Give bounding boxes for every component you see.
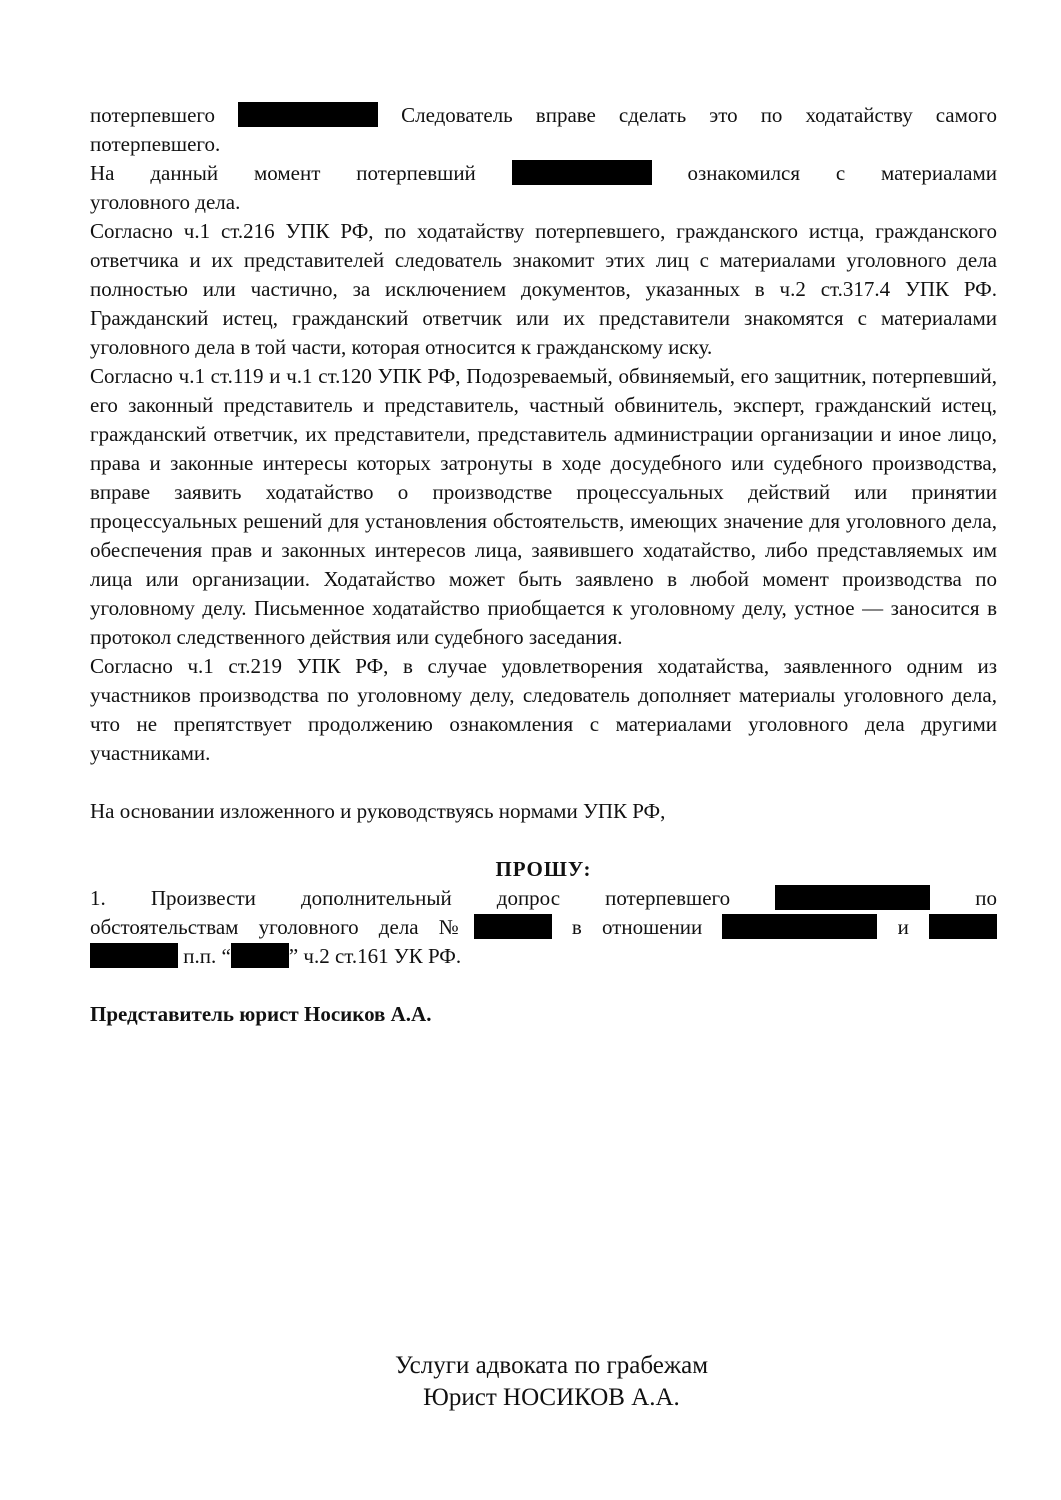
redacted-block <box>512 160 652 185</box>
request-heading: ПРОШУ: <box>495 857 592 881</box>
text-fragment: обстоятельствам уголовного дела № <box>90 915 474 939</box>
paragraph-article-219: Согласно ч.1 ст.219 УПК РФ, в случае удовлетворения ходатайства, заявленного одним из участников производства по уголовному делу, следователь дополняет материалы уголовного дела, что не препятствует продолжению ознакомления с материалами уголовного дела другими участниками. <box>90 654 997 765</box>
footer-line: Услуги адвоката по грабежам <box>394 1352 709 1379</box>
text-fragment: потерпевшего <box>90 103 216 127</box>
document-body <box>90 101 997 1029</box>
text-fragment: п.п. “ <box>183 944 231 968</box>
redacted-block <box>722 914 877 939</box>
text-fragment: 1. Произвести дополнительный допрос потерпевшего <box>90 886 731 910</box>
signature: Представитель юрист Носиков А.А. <box>90 1002 432 1026</box>
text-fragment: в отношении <box>571 915 703 939</box>
paragraph-article-119-120: Согласно ч.1 ст.119 и ч.1 ст.120 УПК РФ, Подозреваемый, обвиняемый, его защитник, потерпевший, его законный представитель и представитель, частный обвинитель, эксперт, гражданский истец, гражданский ответчик, их представители, представитель администрации организации и иное лицо, права и законные интересы которых затронуты в ходе досудебного или судебного производства, вправе заявить ходатайство о производстве процессуальных действий или принятии процессуальных решений для установления обстоятельств, имеющих значение для уголовного дела, обеспечения прав и законных интересов лица, заявившего ходатайство, либо представляемых им лица или организации. Ходатайство может быть заявлено в любой момент производства по уголовному делу. Письменное ходатайство приобщается к уголовному делу, устное — заносится в протокол следственного действия или судебного заседания. <box>90 364 997 649</box>
text-fragment: Следователь вправе сделать это по ходатайству самого <box>401 103 998 127</box>
request-line-2 <box>90 913 997 942</box>
text-fragment: по <box>975 886 998 910</box>
text-fragment: ознакомился с материалами <box>687 161 997 185</box>
text-fragment: и <box>897 915 909 939</box>
text-fragment: потерпевшего. <box>90 132 221 156</box>
text-fragment: уголовного дела. <box>90 190 241 214</box>
text-fragment: ” ч.2 ст.161 УК РФ. <box>288 944 462 968</box>
redacted-block <box>231 943 289 968</box>
redacted-block <box>474 914 552 939</box>
paragraph-article-216: Согласно ч.1 ст.216 УПК РФ, по ходатайству потерпевшего, гражданского истца, гражданского ответчика и их представителей следователь знакомит этих лиц с материалами уголовного дела полностью или частично, за исключением документов, указанных в ч.2 ст.317.4 УПК РФ. Гражданский истец, гражданский ответчик или их представители знакомятся с материалами уголовного дела в той части, которая относится к гражданскому иску. <box>90 219 997 359</box>
redacted-block <box>90 943 178 968</box>
paragraph-basis: На основании изложенного и руководствуясь нормами УПК РФ, <box>90 799 666 823</box>
redacted-block <box>775 885 930 910</box>
text-fragment: На данный момент потерпевший <box>90 161 476 185</box>
redacted-block <box>929 914 997 939</box>
redacted-block <box>238 102 378 127</box>
footer-line: Юрист НОСИКОВ А.А. <box>423 1384 680 1411</box>
paragraph-intro-line <box>90 101 997 130</box>
paragraph-status-line <box>90 159 997 188</box>
footer-watermark <box>0 1350 1061 1414</box>
request-line-1 <box>90 884 997 913</box>
request-line-3 <box>90 942 997 971</box>
